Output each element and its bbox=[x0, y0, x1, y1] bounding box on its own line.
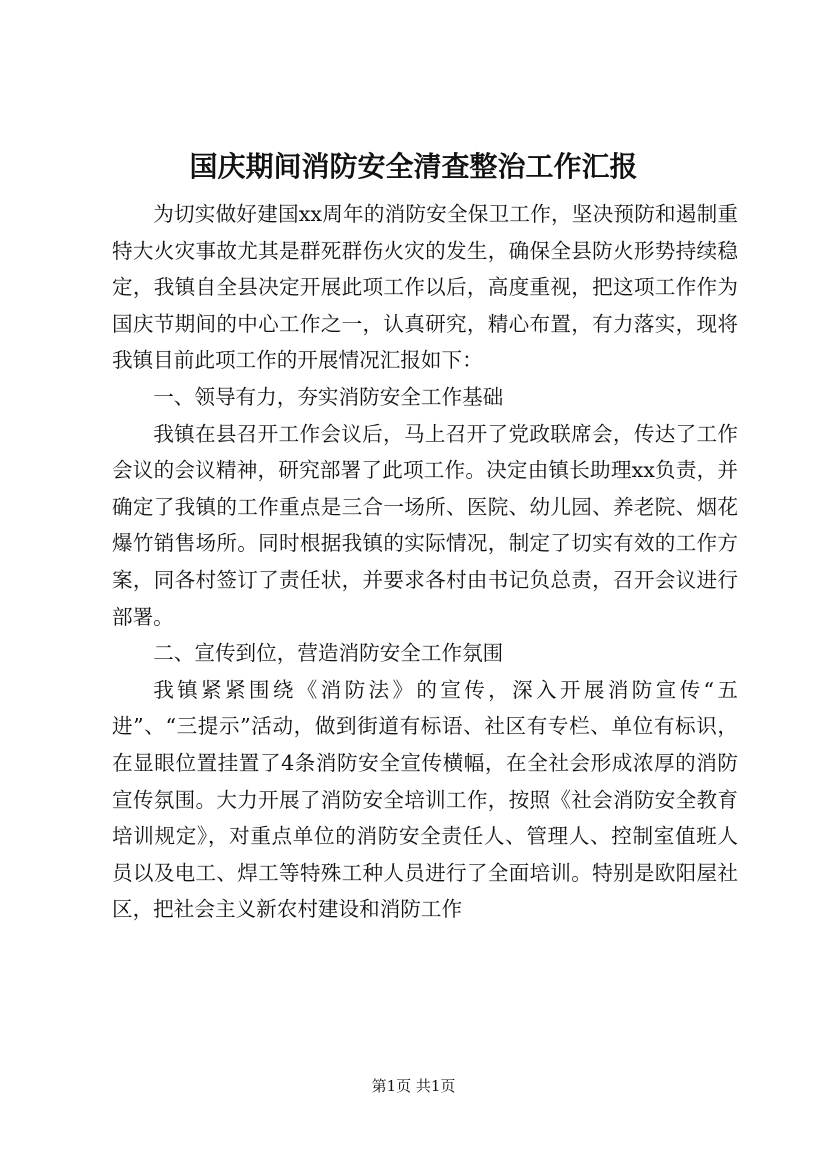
intro-paragraph: 为切实做好建国xx周年的消防安全保卫工作，坚决预防和遏制重特大火灾事故尤其是群死群伤火灾的发生，确保全县防火形势持续稳定，我镇自全县决定开展此项工作以后，高度重视，把这项工作作为国庆节期间的中心工作之一，认真研究，精心布置，有力落实，现将我镇目前此项工作的开展情况汇报如下： bbox=[112, 202, 738, 373]
section-heading-2: 二、宣传到位，营造消防安全工作氛围 bbox=[153, 641, 504, 666]
section-2-paragraph: 我镇紧紧围绕《消防法》的宣传，深入开展消防宣传“五进”、“三提示”活动，做到街道有标语、社区有专栏、单位有标识，在显眼位置挂置了4条消防安全宣传横幅，在全社会形成浓厚的消防宣传氛围。大力开展了消防安全培训工作，按照《社会消防安全教育培训规定》，对重点单位的消防安全责任人、管理人、控制室值班人员以及电工、焊工等特殊工种人员进行了全面培训。特别是欧阳屋社区，把社会主义新农村建设和消防工作 bbox=[112, 677, 738, 922]
document-body bbox=[112, 196, 738, 928]
section-1-paragraph: 我镇在县召开工作会议后，马上召开了党政联席会，传达了工作会议的会议精神，研究部署了此项工作。决定由镇长助理xx负责，并确定了我镇的工作重点是三合一场所、医院、幼儿园、养老院、烟花爆竹销售场所。同时根据我镇的实际情况，制定了切实有效的工作方案，同各村签订了责任状，并要求各村由书记负总责，召开会议进行部署。 bbox=[112, 421, 738, 629]
section-heading-1: 一、领导有力，夯实消防安全工作基础 bbox=[153, 384, 504, 409]
page-footer: 第1页 共1页 bbox=[371, 1077, 456, 1095]
document-title: 国庆期间消防安全清查整治工作汇报 bbox=[189, 150, 638, 183]
